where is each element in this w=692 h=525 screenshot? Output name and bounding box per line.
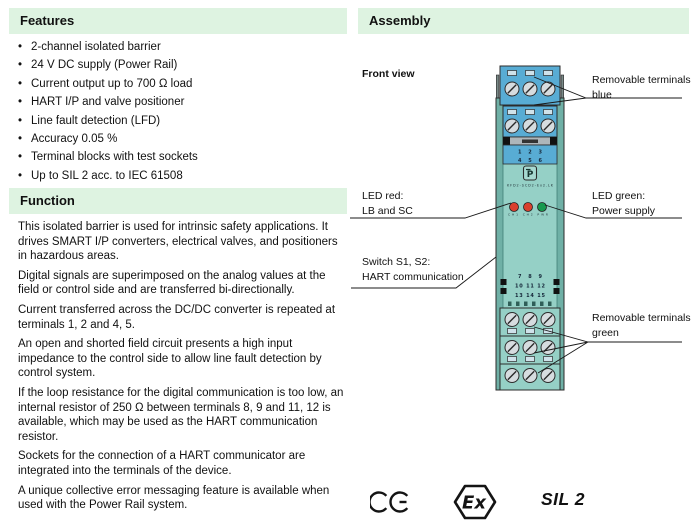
- blue-terminal-block-second: [503, 106, 557, 137]
- callout-terminals-green: Removable terminals green: [592, 312, 691, 339]
- terminal-numbers-bottom-row3: 13 14 15: [515, 293, 545, 299]
- callout-terminals-blue: Removable terminals blue: [592, 74, 691, 101]
- function-paragraph: An open and shorted field circuit presents a high input impedance to the control side to allow line fault detection by control system.: [18, 338, 322, 380]
- ex-mark-text: Ex: [462, 492, 486, 514]
- feature-item: • Current output up to 700 Ω load: [18, 75, 340, 93]
- callout-switch: Switch S1, S2: HART communication: [362, 256, 464, 283]
- terminal-numbers-bottom-row1: 7 8 9: [518, 274, 542, 280]
- green-terminal-row-3: [500, 364, 560, 390]
- mount-pin-left: [496, 75, 499, 99]
- blue-terminal-block-top: [500, 66, 560, 105]
- ex-mark-icon: [452, 479, 498, 525]
- function-text: [18, 220, 348, 518]
- led-caption: CH1 CH2 PWR: [508, 212, 548, 217]
- function-title: Function: [20, 193, 75, 208]
- leader-switch: [351, 257, 496, 288]
- feature-item: • 24 V DC supply (Power Rail): [18, 56, 340, 74]
- leader-led-red: [350, 203, 511, 218]
- led-pwr-green: [538, 203, 547, 212]
- feature-item: • Up to SIL 2 acc. to IEC 61508: [18, 167, 340, 185]
- terminal-numbers-bottom-row2: 10 11 12: [515, 283, 545, 290]
- device-drawing: [496, 66, 564, 390]
- led-indicators: [508, 203, 548, 217]
- callout-led-green: LED green: Power supply: [592, 190, 656, 217]
- function-paragraph: Current transferred across the DC/DC converter is repeated at terminals 1, 2 and 4, 5.: [18, 303, 336, 331]
- feature-item: • HART I/P and valve positioner: [18, 93, 340, 111]
- features-title: Features: [20, 13, 75, 28]
- function-paragraph: This isolated barrier is used for intrinsic safety applications. It drives SMART I/P converters, electrical valves, and positioners in hazardous areas.: [18, 221, 338, 263]
- feature-item: • Terminal blocks with test sockets: [18, 148, 340, 166]
- feature-item: • Accuracy 0.05 %: [18, 130, 340, 148]
- terminal-number-panel-top: [503, 145, 557, 164]
- terminal-numbers-top-row2: 4 5 6: [518, 158, 542, 164]
- features-list: [18, 38, 340, 185]
- callout-led-red: LED red: LB and SC: [362, 190, 413, 217]
- assembly-title: Assembly: [369, 13, 431, 28]
- function-paragraph: If the loop resistance for the digital communication is too low, an internal resistor of 250 Ω between terminals 8, 9 and 11, 12 is available, which may be used as the HART communication resistor.: [18, 386, 344, 443]
- switch-s2-square: [501, 288, 507, 294]
- function-paragraph: Digital signals are superimposed on the analog values at the field or control side and are transferred bi-directionally.: [18, 269, 326, 297]
- function-paragraph: A unique collective error messaging feature is available when used with the Power Rail system.: [18, 484, 330, 512]
- led-ch2-red: [524, 203, 533, 212]
- function-section-header: [9, 188, 347, 214]
- switch-s1-square: [501, 279, 507, 285]
- features-section-header: [9, 8, 347, 34]
- front-view-label: Front view: [362, 68, 415, 80]
- feature-item: • Line fault detection (LFD): [18, 112, 340, 130]
- led-ch1-red: [510, 203, 519, 212]
- logo-glyph: P: [526, 170, 534, 180]
- terminal-numbers-top-row1: 1 2 3: [518, 149, 542, 156]
- assembly-section-header: [358, 8, 689, 34]
- assembly-figure: [346, 55, 692, 405]
- terminal-separator: [503, 137, 557, 145]
- mount-pin-right: [561, 75, 564, 99]
- device-model-label: KFD2-SCD2-Ex2.LK: [507, 183, 553, 188]
- feature-item: • 2-channel isolated barrier: [18, 38, 340, 56]
- ce-mark-icon: [370, 489, 410, 515]
- green-terminal-row-2: [500, 336, 560, 364]
- manufacturer-logo: [524, 166, 537, 180]
- sil-rating-label: SIL 2: [541, 489, 586, 509]
- function-paragraph: Sockets for the connection of a HART communicator are integrated into the terminals of the device.: [18, 450, 306, 477]
- leader-led-green: [545, 205, 682, 218]
